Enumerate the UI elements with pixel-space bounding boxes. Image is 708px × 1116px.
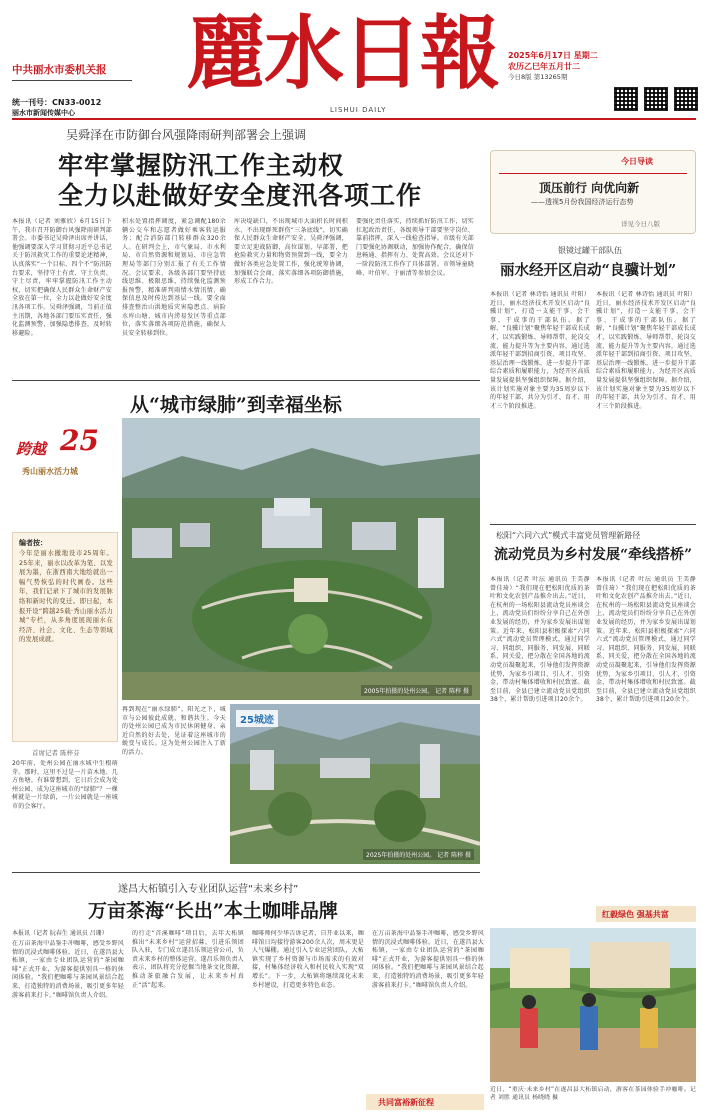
right-story-kpi [490,245,696,515]
feature-body: 再到现在“丽水绿肺”，阳光之下，城市与公园彼此成就、和谐共生。今天的处州公园已成为市民休闲健身、亲近自然的好去处，见证着这座城市的蜕变与成长。这为处州公园注入了新的活力。 [122,706,226,756]
editor-note-label: 编者按： [19,539,47,547]
solicit-box[interactable] [366,1094,484,1110]
feature-logo-text: 跨越 [16,440,47,458]
bottom-story-headline: 万亩茶海“长出”本土咖啡品牌 [88,900,338,922]
side-tag-bar [596,906,696,922]
feature-logo-number: 25 [60,424,99,457]
right-story-body: 本报讯（记者 林诗怡 通讯员 叶阳）近日，丽水经济技术开发区启动“良骥计划”，打造一支能干事、会干事、干成事的干部队伍。据了解，“良骥计划”聚焦年轻干部成长成才，以实践锻炼、导师帮带、轮岗交流、能力提升等为主要内容，通过选派年轻干部到招商引资、项目攻坚、基层治理一线锻炼，进一步提升干部综合素质和履职能力，为经开区高质量发展提供坚强组织保障。据介绍，该计划实施对象主要为35周岁以下的年轻干部，共分为引才、育才、用才三个阶段推进。 [596,291,696,410]
aerial-park-image [122,418,480,700]
top-story-body: 要强化责任落实，持续抓好防汛工作，切实扛起政治责任，各级领导干部要坚守岗位、靠前指挥，深入一线检查指导。市级有关部门要强化协调联动，加强协作配合，确保信息畅通、指挥有力、处置高效。会议还对下一阶段防汛工作作了具体部署。市领导童晓峰、叶伯军、于丽清等参加会议。 [356,218,474,277]
index-tag: 今日导读 [621,157,653,166]
feature-byline: 首席记者 陈梓芬 [32,749,80,757]
right-story-party [490,530,696,830]
top-story-body: 积水处置指挥调度，紧急调配180余辆公交车和志愿者做好乘客转运服务；配合消防部门转移群众320余人。在研判会上，市气象局、市水利局、市自然资源和规划局、市应急管理局等部门分别汇报了有关工作情况。会议要求，各级各部门要坚持底线思维、极限思维，持续强化监测预报预警，精准研判雨情水情汛情，确保信息及时传达到基层一线。要全面排查整治山洪地质灾害隐患点、病险水库山塘、城市内涝易发区等重点部位，落实落细各项防范措施，确保人员安全转移到位。 [122,218,226,337]
editor-note-box [12,532,118,742]
newspaper-title: 麗水日報 [186,6,498,100]
bottom-story-body: 的行走“首溪咖啡”项目后，去年大柘镇推出“未来乡村”运营招募，引进乐领团队入驻，专门成立遂昌乐领运营公司，负责未来乡村的整体运营。遂昌乐领负责人表示，团队将充分挖掘当地茶文化资源，推动茶旅融合发展，让未来乡村真正“活”起来。 [132,930,244,989]
top-story-headline: 牢牢掌握防汛工作主动权 [58,151,345,180]
newspaper-title-en: LISHUI DAILY [330,106,387,114]
coffee-photo [490,928,696,1082]
feature-headline: 从“城市绿肺”到幸福坐标 [130,394,342,416]
top-story [12,124,480,374]
bottom-story-body: 咖啡师何少华告诉记者，自开业以来，咖啡馆日均接待游客200余人次，周末更是人气爆棚。通过引入专业运营团队，大柘镇实现了乡村资源与市场需求的有效对接，村集体经济收入和村民收入实现“双增长”。下一步，大柘镇将继续深化未来乡村建设，打造更多特色业态。 [252,930,364,989]
publisher: 丽水市新闻传媒中心 [12,109,75,117]
feature-body: 20年前，处州公园在丽水城中生根萌芽。那时，这里不过是一片苗木地、几方鱼塘。有谁曾想到，它日后会成为处州公园、成为这座城市的“绿肺”？一棵树就是一片绿荫，一片公园就是一座城市的会客厅。 [12,760,118,810]
tea-garden-coffee-image [490,928,696,1082]
right-story-headline: 流动党员为乡村发展“牵线搭桥” [494,547,693,563]
right-story-kicker: 松阳“六同六式”模式丰富党员管理新路径 [496,531,641,540]
qr-code-icon [644,87,668,111]
party-paper-label: 中共丽水市委机关报 [12,64,107,76]
masthead-left-rule [12,80,132,81]
lunar-date: 农历乙巳年五月廿二 [508,62,580,71]
section-divider [490,524,696,525]
right-story-body: 本报讯（记者 叶沄 通讯员 王美静 曾佳琦）“我们现在把松阳优质的茶叶和文化农创产品推介出去。”近日，在杭州的一场松阳县流动党员座谈会上，流动党员们纷纷分享自己在外创业发展的经历，并为家乡发展出谋划策。近年来，松阳县积极探索“六同六式”流动党员管理模式，通过同学习、同组织、同服务、同发展、同联系、同关爱，把分散在全国各地的流动党员凝聚起来，引导他们发挥资源优势，为家乡引项目、引人才、引资金，带动村集体增收和村民致富。截至目前，全县已建立流动党员党组织38个，累计帮助引进项目20余个。 [490,576,590,704]
bottom-story-body: 在万亩茶海中品鉴手冲咖啡，感受乡野风情的沉浸式咖啡体验。近日，在遂昌县大柘镇，一家由专业团队运营的“茶园咖啡”正式开业，为游客提供别具一格的休闲体验。“我们把咖啡与茶园风景结合起来，打造独特的消费场景，吸引更多年轻游客前来打卡。”咖啡馆负责人介绍。 [12,940,124,999]
edition-info: 今日8版 第13265期 [508,73,568,81]
qr-code-icon [614,87,638,111]
bottom-story-body: 在万亩茶海中品鉴手冲咖啡，感受乡野风情的沉浸式咖啡体验。近日，在遂昌县大柘镇，一家由专业团队运营的“茶园咖啡”正式开业，为游客提供别具一格的休闲体验。“我们把咖啡与茶园风景结合起来，打造独特的消费场景，吸引更多年轻游客前来打卡。”咖啡馆负责人介绍。 [372,930,484,989]
editor-note-text: 今年是丽水撤地设市25周年。25年来，丽水以改革为笔、以发展为墨，在浙西南大地绘就出一幅气势恢弘的时代画卷。这些年，我们记录下了城市的发展脉络和新时代的变迁。即日起，本报开设“跨越25载·秀山丽水活力城”专栏，从多角度展现丽水在经济、社会、文化、生态等领域的发展成就。 [19,550,113,644]
section-divider [12,872,480,873]
cn-number: 统一刊号：CN33-0012 [12,98,102,107]
index-tag-rule [499,173,687,174]
photo-caption: 2025年拍摄的处州公园。 记者 陈梓 摄 [363,849,474,860]
right-story-kicker: 银镜过罐干部队伍 [558,246,622,255]
top-story-body: 库决堤缺口，不出现城市大面积长时间积水，不出现群死群伤“三条底线”，切实确保人民群众生命财产安全。吴舜泽强调，要立足迎战防御，高位谋划、早部署，把抢险救灾力量和物资预置到一线，要全力做好各类应急处置工作，强化统筹协调，加强联合会商，落实落细各项防御措施，形成工作合力。 [234,218,348,286]
coffee-photo-caption: 近日，“重庆·未来乡村”在遂昌县大柘镇启动，游客在茶园体验手冲咖啡。记者 刘胜 通讯员 杨晓晓 摄 [490,1087,696,1101]
park-photo-2005 [122,418,480,700]
photo-caption: 2005年拍摄的处州公园。 记者 陈梓 摄 [361,685,472,696]
feature-logo [12,418,118,528]
city-mark: 25城迹 [236,710,278,727]
index-sub: ——透视5月份我国经济运行态势 [531,198,634,206]
feature-logo-sub: 秀山丽水活力城 [22,467,78,476]
top-story-body: 本报讯（记者 刘雅欣）6月15日下午，我市召开防御台风强降雨研判部署会。市委书记吴舜泽出席并讲话，他强调要深入学习贯彻习近平总书记关于防汛救灾工作的重要论述精神，认真落实“一个目标、四个不”防汛防台要求，坚持守土有责、守土负责、守土尽责，牢牢掌握防汛工作主动权，切实把确保人民群众生命财产安全放在第一位，全力以赴做好安全度汛各项工作。吴舜泽强调，当前正值主汛期，各地各部门要压实责任，强化监测预警，加强隐患排查，及时转移避险。 [12,218,112,337]
top-story-headline: 全力以赴做好安全度汛各项工作 [58,181,423,210]
index-ref: 详见今日八版 [621,220,660,228]
right-story-body: 本报讯（记者 叶沄 通讯员 王美静 曾佳琦）“我们现在把松阳优质的茶叶和文化农创产品推介出去。”近日，在杭州的一场松阳县流动党员座谈会上，流动党员们纷纷分享自己在外创业发展的经历，并为家乡发展出谋划策。近年来，松阳县积极探索“六同六式”流动党员管理模式，通过同学习、同组织、同服务、同发展、同联系、同关爱，把分散在全国各地的流动党员凝聚起来，引导他们发挥资源优势，为家乡引项目、引人才、引资金，带动村集体增收和村民致富。截至目前，全县已建立流动党员党组织38个，累计帮助引进项目20余个。 [596,576,696,704]
masthead [0,0,708,118]
side-tag: 红毅绿色 强基共富 [602,910,669,919]
right-story-headline: 丽水经开区启动“良骥计划” [500,262,677,279]
solicit-label: 共同富裕新征程 [378,1098,434,1107]
qr-code-icon [674,87,698,111]
bottom-story-kicker: 遂昌大柘镇引入专业团队运营“未来乡村” [118,884,299,895]
index-headline: 顶压前行 向优向新 [539,181,640,195]
bottom-story-byline: 本报讯（记者 阮春生 通讯员 吕珊） [12,930,108,937]
park-photo-2025 [230,704,480,864]
masthead-divider [12,118,696,120]
right-story-body: 本报讯（记者 林诗怡 通讯员 叶阳）近日，丽水经济技术开发区启动“良骥计划”，打造一支能干事、会干事、干成事的干部队伍。据了解，“良骥计划”聚焦年轻干部成长成才，以实践锻炼、导师帮带、轮岗交流、能力提升等为主要内容，通过选派年轻干部到招商引资、项目攻坚、基层治理一线锻炼，进一步提升干部综合素质和履职能力，为经开区高质量发展提供坚强组织保障。据介绍，该计划实施对象主要为35周岁以下的年轻干部，共分为引才、育才、用才三个阶段推进。 [490,291,590,410]
issue-date: 2025年6月17日 星期二 [508,51,598,60]
top-story-kicker: 吴舜泽在市防御台风强降雨研判部署会上强调 [66,128,307,142]
index-box[interactable] [490,150,696,234]
park-today-image [230,704,480,864]
section-divider [12,380,480,381]
